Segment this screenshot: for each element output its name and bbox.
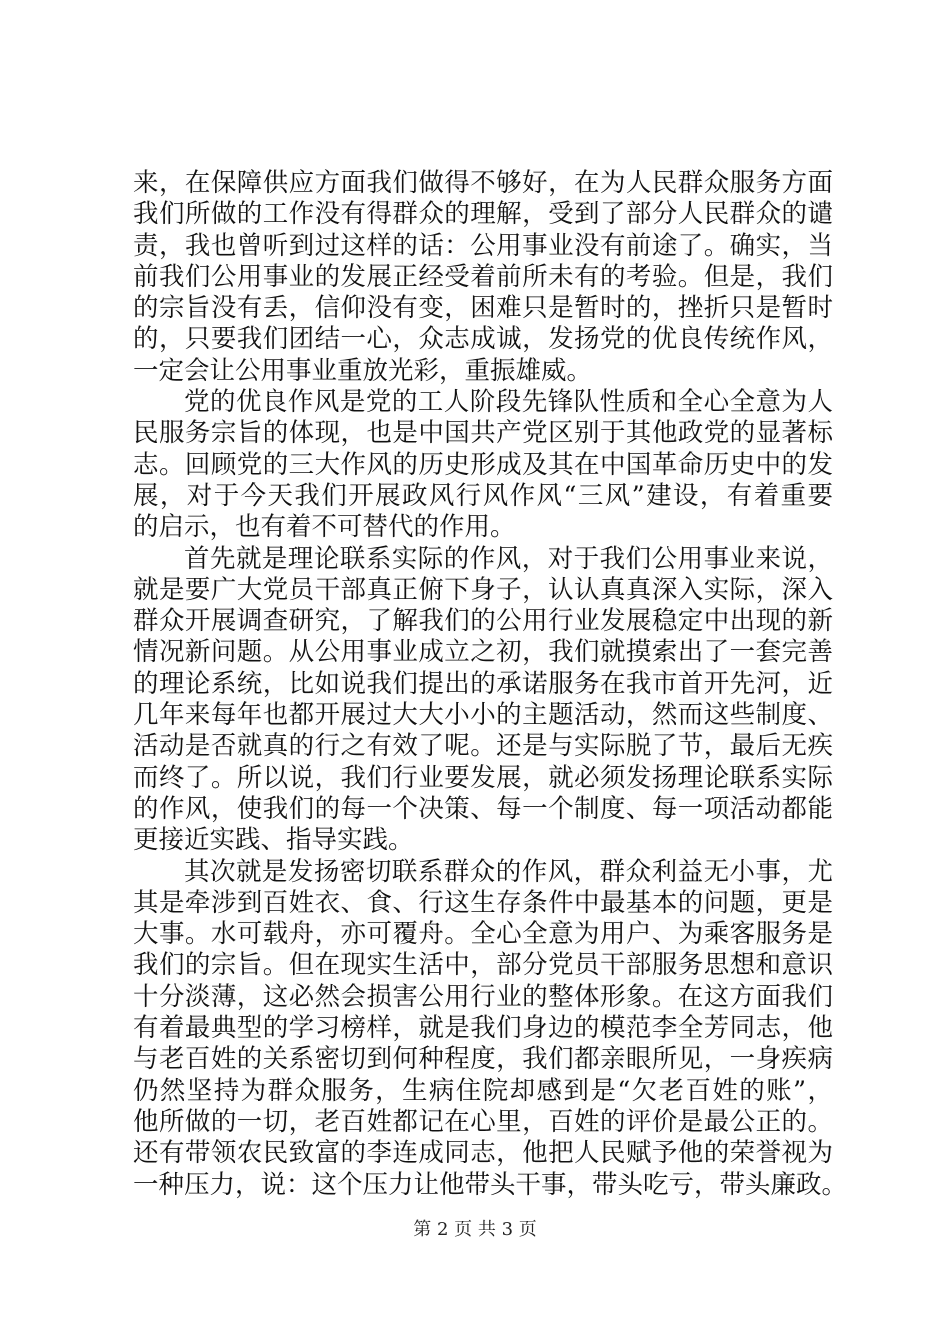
text-line: 我们所做的工作没有得群众的理解，受到了部分人民群众的谴 (133, 199, 833, 230)
text-line: 其是牵涉到百姓衣、食、行这生存条件中最基本的问题，更是 (133, 887, 833, 918)
text-line: 我们的宗旨。但在现实生活中，部分党员干部服务思想和意识 (133, 950, 833, 981)
text-line: 群众开展调查研究，了解我们的公用行业发展稳定中出现的新 (133, 606, 833, 637)
text-line: 展，对于今天我们开展政风行风作风“三风”建设，有着重要 (133, 480, 833, 511)
text-line: 一种压力，说：这个压力让他带头干事，带头吃亏，带头廉政。 (133, 1169, 848, 1200)
text-line: 的理论系统，比如说我们提出的承诺服务在我市首开先河，近 (133, 668, 833, 699)
text-line: 仍然坚持为群众服务，生病住院却感到是“欠老百姓的账”， (133, 1075, 833, 1106)
text-line: 有着最典型的学习榜样，就是我们身边的模范李全芳同志，他 (133, 1013, 833, 1044)
text-line: 而终了。所以说，我们行业要发展，就必须发扬理论联系实际 (133, 762, 833, 793)
text-line: 他所做的一切，老百姓都记在心里，百姓的评价是最公正的。 (133, 1106, 833, 1137)
page-number-footer: 第 2 页 共 3 页 (413, 1219, 537, 1240)
text-line: 的启示，也有着不可替代的作用。 (133, 512, 516, 543)
text-line: 还有带领农民致富的李连成同志，他把人民赋予他的荣誉视为 (133, 1138, 833, 1169)
text-line: 志。回顾党的三大作风的历史形成及其在中国革命历史中的发 (133, 449, 833, 480)
paragraph-first-line: 首先就是理论联系实际的作风，对于我们公用事业来说， (184, 543, 833, 574)
text-line: 来，在保障供应方面我们做得不够好，在为人民群众服务方面 (133, 168, 833, 198)
text-line: 的，只要我们团结一心，众志成诚，发扬党的优良传统作风， (133, 324, 833, 355)
text-line: 民服务宗旨的体现，也是中国共产党区别于其他政党的显著标 (133, 418, 833, 449)
text-line: 就是要广大党员干部真正俯下身子，认认真真深入实际，深入 (133, 574, 833, 605)
text-line: 几年来每年也都开展过大大小小的主题活动，然而这些制度、 (133, 700, 833, 731)
text-line: 更接近实践、指导实践。 (133, 825, 414, 856)
text-line: 的宗旨没有丢，信仰没有变，困难只是暂时的，挫折只是暂时 (133, 293, 833, 324)
text-line: 前我们公用事业的发展正经受着前所未有的考验。但是，我们 (133, 261, 833, 292)
text-line: 一定会让公用事业重放光彩，重振雄威。 (133, 355, 593, 386)
text-line: 大事。水可载舟，亦可覆舟。全心全意为用户、为乘客服务是 (133, 919, 833, 950)
paragraph-first-line: 其次就是发扬密切联系群众的作风，群众利益无小事，尤 (184, 856, 833, 887)
paragraph-first-line: 党的优良作风是党的工人阶段先锋队性质和全心全意为人 (184, 387, 833, 418)
text-line: 责，我也曾听到过这样的话：公用事业没有前途了。确实，当 (133, 230, 833, 261)
text-line: 活动是否就真的行之有效了呢。还是与实际脱了节，最后无疾 (133, 731, 833, 762)
text-line: 情况新问题。从公用事业成立之初，我们就摸索出了一套完善 (133, 637, 833, 668)
text-line: 的作风，使我们的每一个决策、每一个制度、每一项活动都能 (133, 793, 833, 824)
body-text (133, 168, 848, 1201)
text-line: 与老百姓的关系密切到何种程度，我们都亲眼所见，一身疾病 (133, 1044, 833, 1075)
text-line: 十分淡薄，这必然会损害公用行业的整体形象。在这方面我们 (133, 981, 833, 1012)
